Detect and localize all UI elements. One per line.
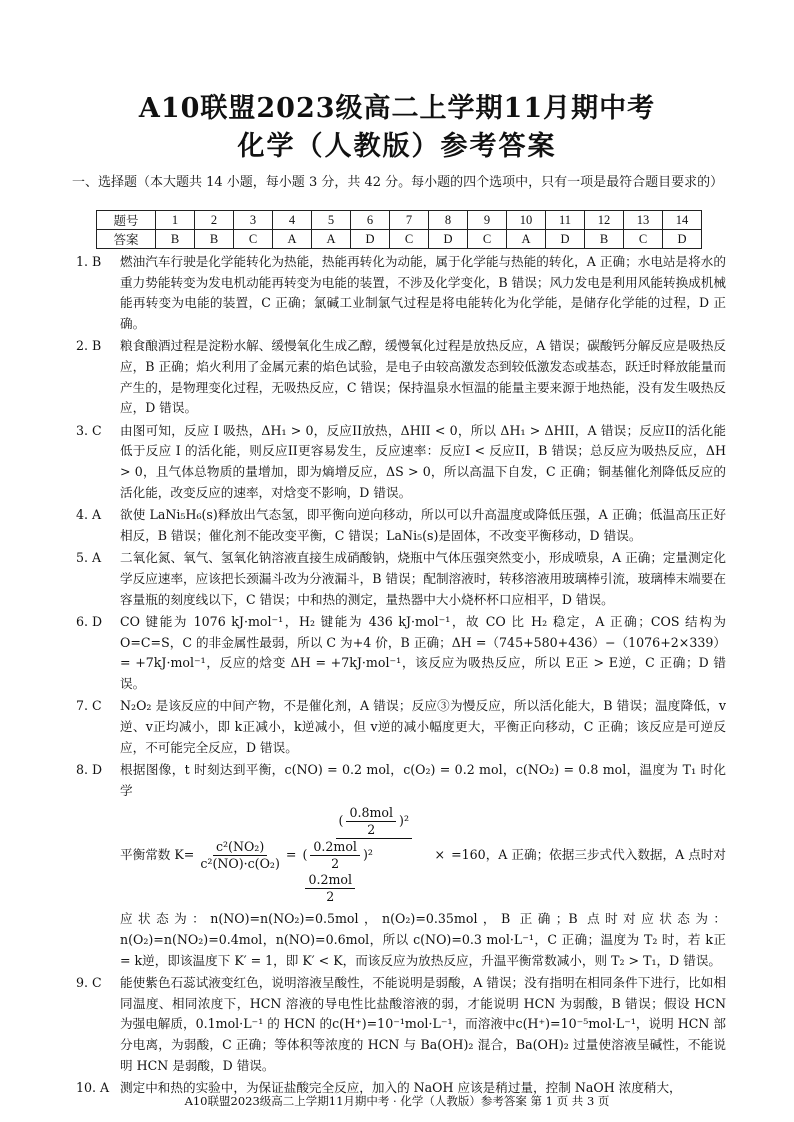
item-number: 10. A bbox=[76, 1080, 110, 1096]
formula-prefix: 平衡常数 K= bbox=[120, 847, 195, 863]
table-cell: 7 bbox=[390, 211, 429, 230]
table-cell: 12 bbox=[585, 211, 624, 230]
item-number: 5. A bbox=[76, 550, 102, 566]
table-cell: 2 bbox=[195, 211, 234, 230]
table-cell: 11 bbox=[546, 211, 585, 230]
table-cell: B bbox=[156, 230, 195, 249]
page-footer: A10联盟2023级高二上学期11月期中考 · 化学（人教版）参考答案 第 1 页 共 3 页 bbox=[184, 1094, 610, 1108]
item-number: 3. C bbox=[76, 422, 102, 438]
table-cell: C bbox=[468, 230, 507, 249]
item-text: N₂O₂ 是该反应的中间产物，不是催化剂，A 错误；反应③为慢反应，所以活化能大，B 错误；温度降低，v逆、v正均减小，即 k正减小，k逆减小，但 v逆的减小幅度更大，平衡正向移动，C 正确；该反应是可逆反应，不可能完全反应，D 错误。 bbox=[120, 698, 726, 755]
table-cell: A bbox=[273, 230, 312, 249]
equals-sign: = bbox=[285, 847, 297, 863]
table-cell: C bbox=[234, 230, 273, 249]
item-8-body bbox=[120, 760, 726, 971]
item-number: 1. B bbox=[76, 254, 102, 269]
item-number: 8. D bbox=[76, 762, 103, 778]
row-label-number: 题号 bbox=[97, 211, 156, 230]
item-number: 4. A bbox=[76, 507, 102, 523]
table-cell: C bbox=[390, 230, 429, 249]
table-cell: C bbox=[624, 230, 663, 249]
fraction bbox=[299, 805, 448, 905]
table-cell: A bbox=[312, 230, 351, 249]
list-item bbox=[76, 252, 726, 334]
fraction-denominator: 2 bbox=[326, 889, 335, 905]
fraction bbox=[346, 805, 396, 838]
title-line-1: A10联盟2023级高二上学期11月期中考 bbox=[138, 93, 656, 124]
table-cell: B bbox=[585, 230, 624, 249]
fraction-numerator: c²(NO₂) bbox=[213, 839, 267, 856]
answer-explanations bbox=[76, 252, 726, 1101]
item-text: 由图可知，反应 I 吸热，ΔH₁ > 0，反应II放热，ΔHII < 0，所以 ΔH₁ > ΔHII，A 错误；反应II的活化能低于反应 I 的活化能，则反应II更容易发生，反应速率：反应I < 反应II，B 错误；总反应为吸热反应，ΔH > 0，且气体总物质的量增加，即为熵增反应，ΔS > 0，所以高温下自发，C 正确；铜基催化剂降低反应的活化能，改变反应的速率，对焓变不影响，D 错误。 bbox=[120, 422, 726, 500]
item-text: CO 键能为 1076 kJ·mol⁻¹，H₂ 键能为 436 kJ·mol⁻¹，故 CO 比 H₂ 稳定，A 正确；COS 结构为 O=C=S，C 的非金属性最弱，所以 C 为+4 价，B 正确；ΔH =（745+580+436）−（1076+2×339）= +7kJ·mol⁻¹，反应的焓变 ΔH = +7kJ·mol⁻¹，该反应为吸热反应，所以 E正 > E逆，C 正确；D 错误。 bbox=[120, 614, 726, 691]
item-text: 燃油汽车行驶是化学能转化为热能，热能再转化为动能，属于化学能与热能的转化，A 正确；水电站是将水的重力势能转变为发电机动能再转变为电能的装置，不涉及化学变化，B 错误；风力发电是利用风能转换成机械能再转变为电能的装置，C 正确；氯碱工业制氯气过程是将电能转化为化学能，是储存化学能的过程，D 正确。 bbox=[120, 254, 726, 331]
item-number: 7. C bbox=[76, 698, 102, 714]
title-line-2: 化学（人教版）参考答案 bbox=[237, 131, 557, 162]
table-cell: 3 bbox=[234, 211, 273, 230]
table-cell: 14 bbox=[663, 211, 702, 230]
list-item bbox=[76, 612, 726, 694]
times-sign: × bbox=[434, 847, 446, 863]
item-number: 2. B bbox=[76, 338, 102, 354]
fraction bbox=[197, 839, 283, 872]
formula-result: =160，A 正确；依据三步式代入数据，A 点时对 bbox=[451, 847, 726, 863]
table-cell: D bbox=[546, 230, 585, 249]
item-text: 二氧化氮、氧气、氢氧化钠溶液直接生成硝酸钠，烧瓶中气体压强突然变小，形成喷泉，A 正确；定量测定化学反应速率，应该把长颈漏斗改为分液漏斗，B 错误；配制溶液时，转移溶液用玻璃棒引流，玻璃棒末端要在容量瓶的刻度线以下，C 错误；中和热的测定，量热器中大小烧杯杯口应相平，D 错误。 bbox=[120, 550, 726, 607]
table-cell: 5 bbox=[312, 211, 351, 230]
table-cell: 9 bbox=[468, 211, 507, 230]
section-heading: 一、选择题（本大题共 14 小题，每小题 3 分，共 42 分。每小题的四个选项中，只有一项是最符合题目要求的） bbox=[72, 175, 724, 190]
item-text: 根据图像，t 时刻达到平衡，c(NO) = 0.2 mol，c(O₂) = 0.2 mol，c(NO₂) = 0.8 mol，温度为 T₁ 时化学 bbox=[120, 762, 726, 798]
fraction-numerator: 0.8mol bbox=[346, 805, 396, 822]
answer-table bbox=[96, 210, 702, 249]
item-text: 欲使 LaNi₅H₆(s)释放出气态氢，即平衡向逆向移动，所以可以升高温度或降低压强，A 正确；低温高压正好相反，B 错误；催化剂不能改变平衡，C 错误；LaNi₅(s)是固体，不改变平衡移动，D 错误。 bbox=[120, 507, 726, 543]
fraction-numerator: 0.2mol bbox=[310, 839, 360, 856]
table-cell: B bbox=[195, 230, 234, 249]
fraction-numerator: 0.2mol bbox=[305, 872, 355, 889]
list-item bbox=[76, 973, 726, 1076]
fraction-denominator: 2 bbox=[367, 822, 376, 838]
table-cell: 4 bbox=[273, 211, 312, 230]
fraction-denominator: c²(NO)·c(O₂) bbox=[200, 855, 280, 871]
list-item bbox=[76, 760, 726, 971]
list-item bbox=[76, 421, 726, 503]
fraction bbox=[305, 872, 355, 905]
list-item bbox=[76, 696, 726, 758]
fraction-denominator: 2 bbox=[331, 856, 340, 872]
item-number: 6. D bbox=[76, 614, 103, 630]
answer-table-number-row bbox=[97, 211, 702, 230]
list-item bbox=[76, 336, 726, 418]
table-cell: 1 bbox=[156, 211, 195, 230]
table-cell: D bbox=[663, 230, 702, 249]
list-item bbox=[76, 548, 726, 610]
row-label-answer: 答案 bbox=[97, 230, 156, 249]
fraction-numerator: ( 0.8mol 2 )² bbox=[336, 805, 412, 839]
table-cell: 10 bbox=[507, 211, 546, 230]
item-number: 9. C bbox=[76, 975, 102, 991]
item-text-continuation: 应状态为：n(NO)=n(NO₂)=0.5mol，n(O₂)=0.35mol，B 正确；B 点时对应状态为：n(O₂)=n(NO₂)=0.4mol，n(NO)=0.6mol，所以 c(NO)=0.3 mol·L⁻¹，C 正确；温度为 T₂ 时，若 k正 = k逆，即该温度下 K′ = 1，即 K′ < K，而该反应为放热反应，升温平衡常数减小，则 T₂ > T₁，D 错误。 bbox=[120, 911, 726, 968]
table-cell: 13 bbox=[624, 211, 663, 230]
fraction-denominator: ( 0.2mol 2 )² × 0.2mol 2 bbox=[302, 839, 446, 905]
answer-table-answer-row bbox=[97, 230, 702, 249]
item-text: 测定中和热的实验中，为保证盐酸完全反应，加入的 NaOH 应该是稍过量，控制 NaOH 浓度稍大， bbox=[120, 1080, 682, 1096]
item-text: 能使紫色石蕊试液变红色，说明溶液呈酸性，不能说明是弱酸，A 错误；没有指明在相同条件下进行，比如相同温度、相同浓度下，HCN 溶液的导电性比盐酸溶液的弱，才能说明 HCN 为弱酸，B 错误；假设 HCN 为强电解质，0.1mol·L⁻¹ 的 HCN 的c(H⁺)=10⁻¹mol·L⁻¹，而溶液中c(H⁺)=10⁻⁵mol·L⁻¹，说明 HCN 部分电离，为弱酸，C 正确；等体积等浓度的 HCN 与 Ba(OH)₂ 混合，Ba(OH)₂ 过量使溶液呈碱性，不能说明 HCN 是弱酸，D 错误。 bbox=[120, 975, 726, 1073]
table-cell: 8 bbox=[429, 211, 468, 230]
fraction bbox=[310, 839, 360, 872]
item-text: 粮食酿酒过程是淀粉水解、缓慢氧化生成乙醇，缓慢氧化过程是放热反应，A 错误；碳酸钙分解反应是吸热反应，B 正确；焰火利用了金属元素的焰色试验，是电子由较高激发态到较低激发态或基态，跃迁时释放能量而产生的，是物理变化过程，无吸热反应，C 错误；保持温泉水恒温的能量主要来源于地热能，没有发生吸热反应，D 错误。 bbox=[120, 338, 726, 416]
equilibrium-constant-formula bbox=[120, 805, 726, 905]
list-item bbox=[76, 505, 726, 546]
table-cell: D bbox=[351, 230, 390, 249]
table-cell: A bbox=[507, 230, 546, 249]
table-cell: 6 bbox=[351, 211, 390, 230]
table-cell: D bbox=[429, 230, 468, 249]
